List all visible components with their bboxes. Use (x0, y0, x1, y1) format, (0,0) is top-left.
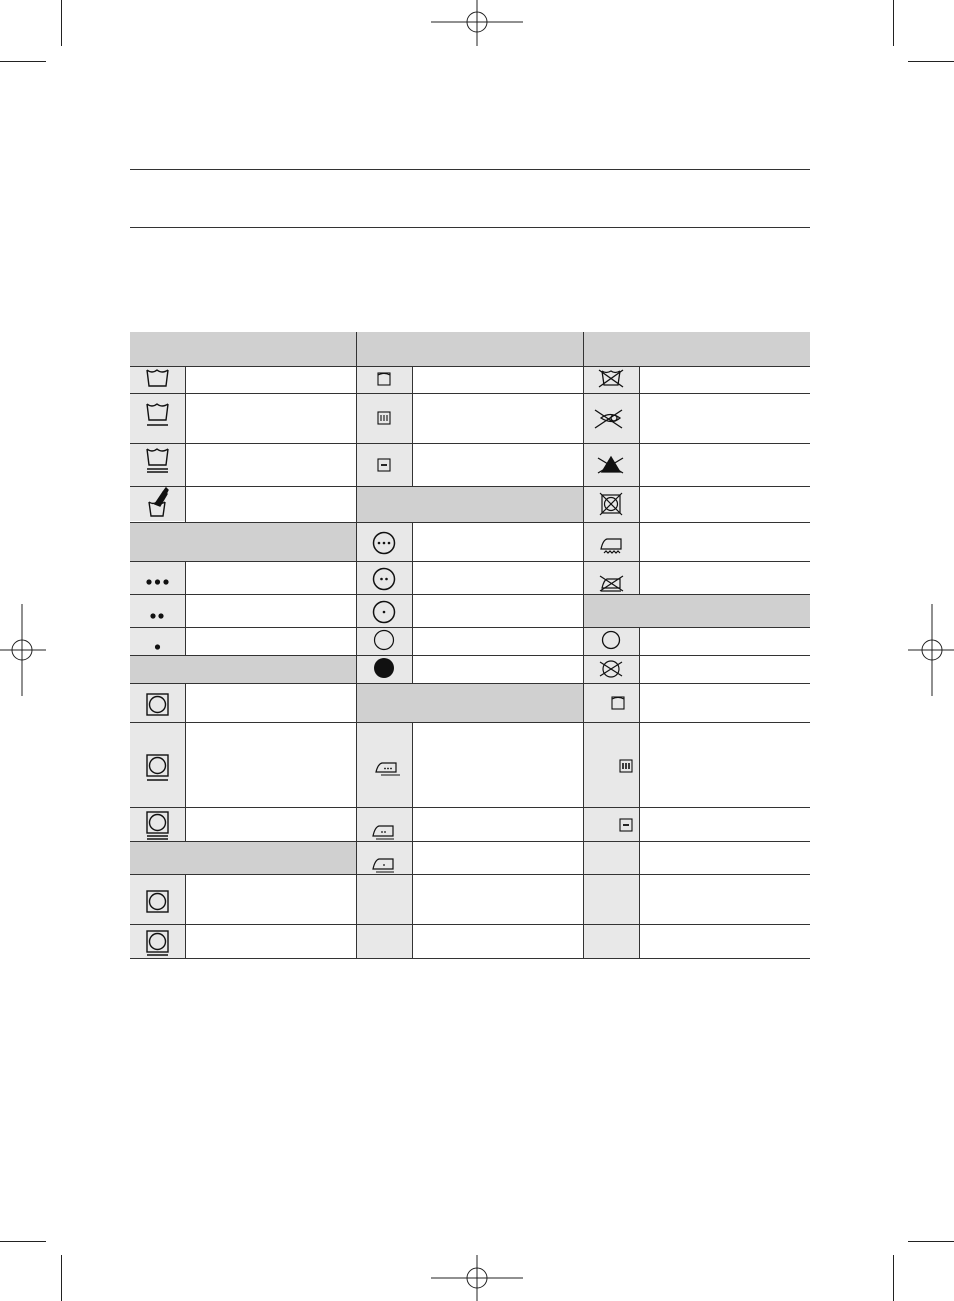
icon-cell (130, 561, 185, 655)
title-rule-top (130, 169, 810, 170)
care-symbol-table-graphic (130, 332, 810, 959)
section-header-cell (357, 683, 583, 722)
one-dot-icon (155, 644, 160, 649)
registration-mark-bottom (431, 1255, 523, 1301)
crop-mark-top-right-v (893, 0, 894, 46)
crop-mark-top-right-h (908, 61, 954, 62)
icon-cell (584, 366, 639, 594)
registration-mark-top (431, 0, 523, 46)
three-dots-icon (146, 579, 168, 584)
section-header-cell (357, 486, 583, 522)
section-header-cell (584, 594, 810, 627)
section-header-cell (130, 522, 356, 561)
crop-mark-bottom-left-v (61, 1255, 62, 1301)
table-header-cell (357, 332, 583, 366)
registration-mark-right (908, 604, 954, 696)
crop-mark-bottom-right-v (893, 1255, 894, 1301)
crop-mark-bottom-left-h (0, 1241, 46, 1242)
table-header-cell (130, 332, 356, 366)
icon-cell (130, 683, 185, 841)
registration-mark-left (0, 604, 46, 696)
filled-circle-icon (374, 658, 394, 678)
crop-mark-top-left-v (61, 0, 62, 46)
table-header-cell (584, 332, 810, 366)
section-header-cell (130, 655, 356, 683)
section-header-cell (130, 841, 356, 874)
care-symbol-table (130, 332, 810, 959)
crop-mark-top-left-h (0, 61, 46, 62)
icon-cell (357, 722, 412, 959)
crop-mark-bottom-right-h (908, 1241, 954, 1242)
icon-cell (130, 874, 185, 959)
title-rule-bottom (130, 227, 810, 228)
icon-cell (357, 366, 412, 486)
